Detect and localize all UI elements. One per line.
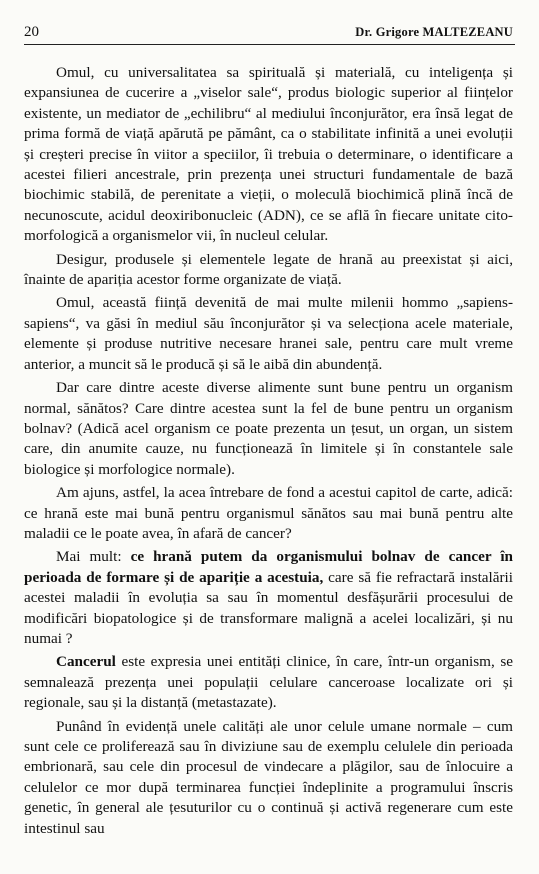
paragraph [24,547,513,649]
paragraph-lead: Mai mult: [56,548,131,566]
emphasized-term: Cancerul [56,653,116,671]
paragraph [24,652,513,713]
paragraph: Omul, cu universalitatea sa spirituală și materială, cu inteligența și expansiunea de cucerire a „viselor sale“, produs biologic superior al ființelor existente, un mediator de „echilibru“ al mediului înconjurător, era însă legat de prima formă de viață apărută pe pământ, ca o stabilitate infinită a unei evoluții și creșteri precise în viitor a speciilor, îi trebuia o determinare, o identificare a acestei filieri ancestrale, prin prezența unei structuri fundamentale de bază biochimic stabilă, de perenitate a vieții, o moleculă biochimică plină încă de necunoscute, acidul deoxiribonucleic (ADN), ce se află în fiecare unitate cito-morfologică a organismelor vii, în nucleul celular. [24,64,513,245]
paragraph: Desigur, produsele și elementele legate de hrană au preexistat și aici, înainte de apariția acestor forme organizate de viață. [24,250,513,289]
paragraph: Dar care dintre aceste diverse alimente sunt bune pentru un organism normal, sănătos? Care dintre acestea sunt la fel de bune pentru un organism bolnav? (Adică acel organism ce poate prezenta un țesut, un organ, un sistem care, din anumite cauze, nu funcționează în limitele și în constantele sale biologice și morfologice normale). [24,379,513,478]
page-header [24,24,513,41]
paragraph-rest: care să fie refractară instalării acestei maladii în evoluția sa sau în momentul desfășurării procesului de modificări biopatologice și de transformare malignă a acelei localizări, și nu numai ? [24,568,513,647]
running-head-author: Dr. Grigore MALTEZEANU [355,25,513,39]
header-rule [24,44,515,45]
emphasized-question: ce hrană putem da organismului bolnav de cancer în perioada de formare și de apariție a acestuia, [24,548,513,586]
page-number: 20 [24,24,39,40]
paragraph: Omul, această ființă devenită de mai multe milenii hommo „sapiens-sapiens“, va găsi în mediul său înconjurător și va selecționa acele materiale, elemente și produse nutritive necesare hranei sale, pentru care mult vreme anterior, a muncit să le producă și să le aibă din abundență. [24,294,513,373]
paragraph: Am ajuns, astfel, la acea întrebare de fond a acestui capitol de carte, adică: ce hrană este mai bună pentru organismul sănătos sau mai bună pentru alte maladii ce le poate avea, în afară de cancer? [24,484,513,542]
paragraph-rest: este expresia unei entități clinice, în care, într-un organism, se semnalează prezența unei populații celulare canceroase localizate ori și regionale, sau și la distanță (metastazate). [24,653,513,712]
body-text [24,63,513,839]
paragraph: Punând în evidență unele calități ale unor celule umane normale – cum sunt cele ce proliferează sau în diviziune sau de exemplu celulele din perioada embrionară, sau cele din procesul de vindecare a plăgilor, sau de înlocuire a celulelor ce mor după terminarea funcției îndeplinite a programului înscris genetic, în general ale țesuturilor cu o continuă și activă regenerare cum este intestinul sau [24,717,513,837]
